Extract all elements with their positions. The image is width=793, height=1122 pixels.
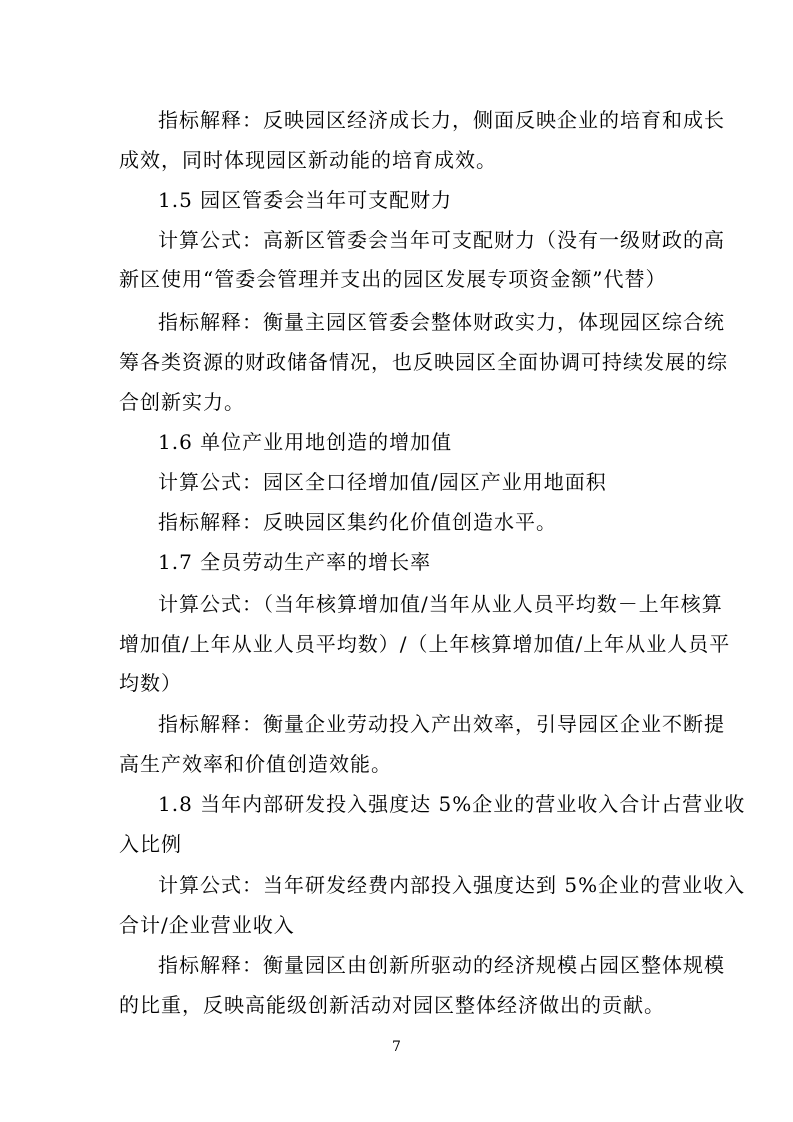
text-line: 高生产效率和价值创造效能。 [119,752,392,776]
text-line: 合创新实力。 [119,390,245,414]
page-number: 7 [392,1039,401,1055]
section-heading: 1.7 全员劳动生产率的增长率 [158,550,432,574]
text-line: 均数） [119,671,182,695]
text-line: 指标解释：反映园区集约化价值创造水平。 [158,510,557,534]
text-line: 合计/企业营业收入 [119,913,295,937]
text-line: 计算公式：园区全口径增加值/园区产业用地面积 [158,470,607,494]
text-line: 成效，同时体现园区新动能的培育成效。 [119,148,497,172]
text-line: 指标解释：衡量主园区管委会整体财政实力，体现园区综合统 [158,310,725,334]
section-heading: 1.5 园区管委会当年可支配财力 [158,188,453,212]
text-line: 的比重，反映高能级创新活动对园区整体经济做出的贡献。 [119,993,665,1017]
text-line: 筹各类资源的财政储备情况，也反映园区全面协调可持续发展的综 [119,350,728,374]
text-line: 增加值/上年从业人员平均数）/（上年核算增加值/上年从业人员平 [119,632,731,656]
text-line: 计算公式：高新区管委会当年可支配财力（没有一级财政的高 [158,228,725,252]
text-line: 指标解释：衡量园区由创新所驱动的经济规模占园区整体规模 [158,953,725,977]
section-heading: 1.6 单位产业用地创造的增加值 [158,430,453,454]
text-line: 指标解释：反映园区经济成长力，侧面反映企业的培育和成长 [158,108,725,132]
text-line: 入比例 [119,832,182,856]
section-heading: 1.8 当年内部研发投入强度达 5%企业的营业收入合计占营业收 [158,792,746,816]
text-line: 计算公式：（当年核算增加值/当年从业人员平均数－上年核算 [158,592,723,616]
text-line: 指标解释：衡量企业劳动投入产出效率，引导园区企业不断提 [158,712,725,736]
text-line: 计算公式：当年研发经费内部投入强度达到 5%企业的营业收入 [158,873,746,897]
text-line: 新区使用“管委会管理并支出的园区发展专项资金额”代替） [119,267,667,291]
